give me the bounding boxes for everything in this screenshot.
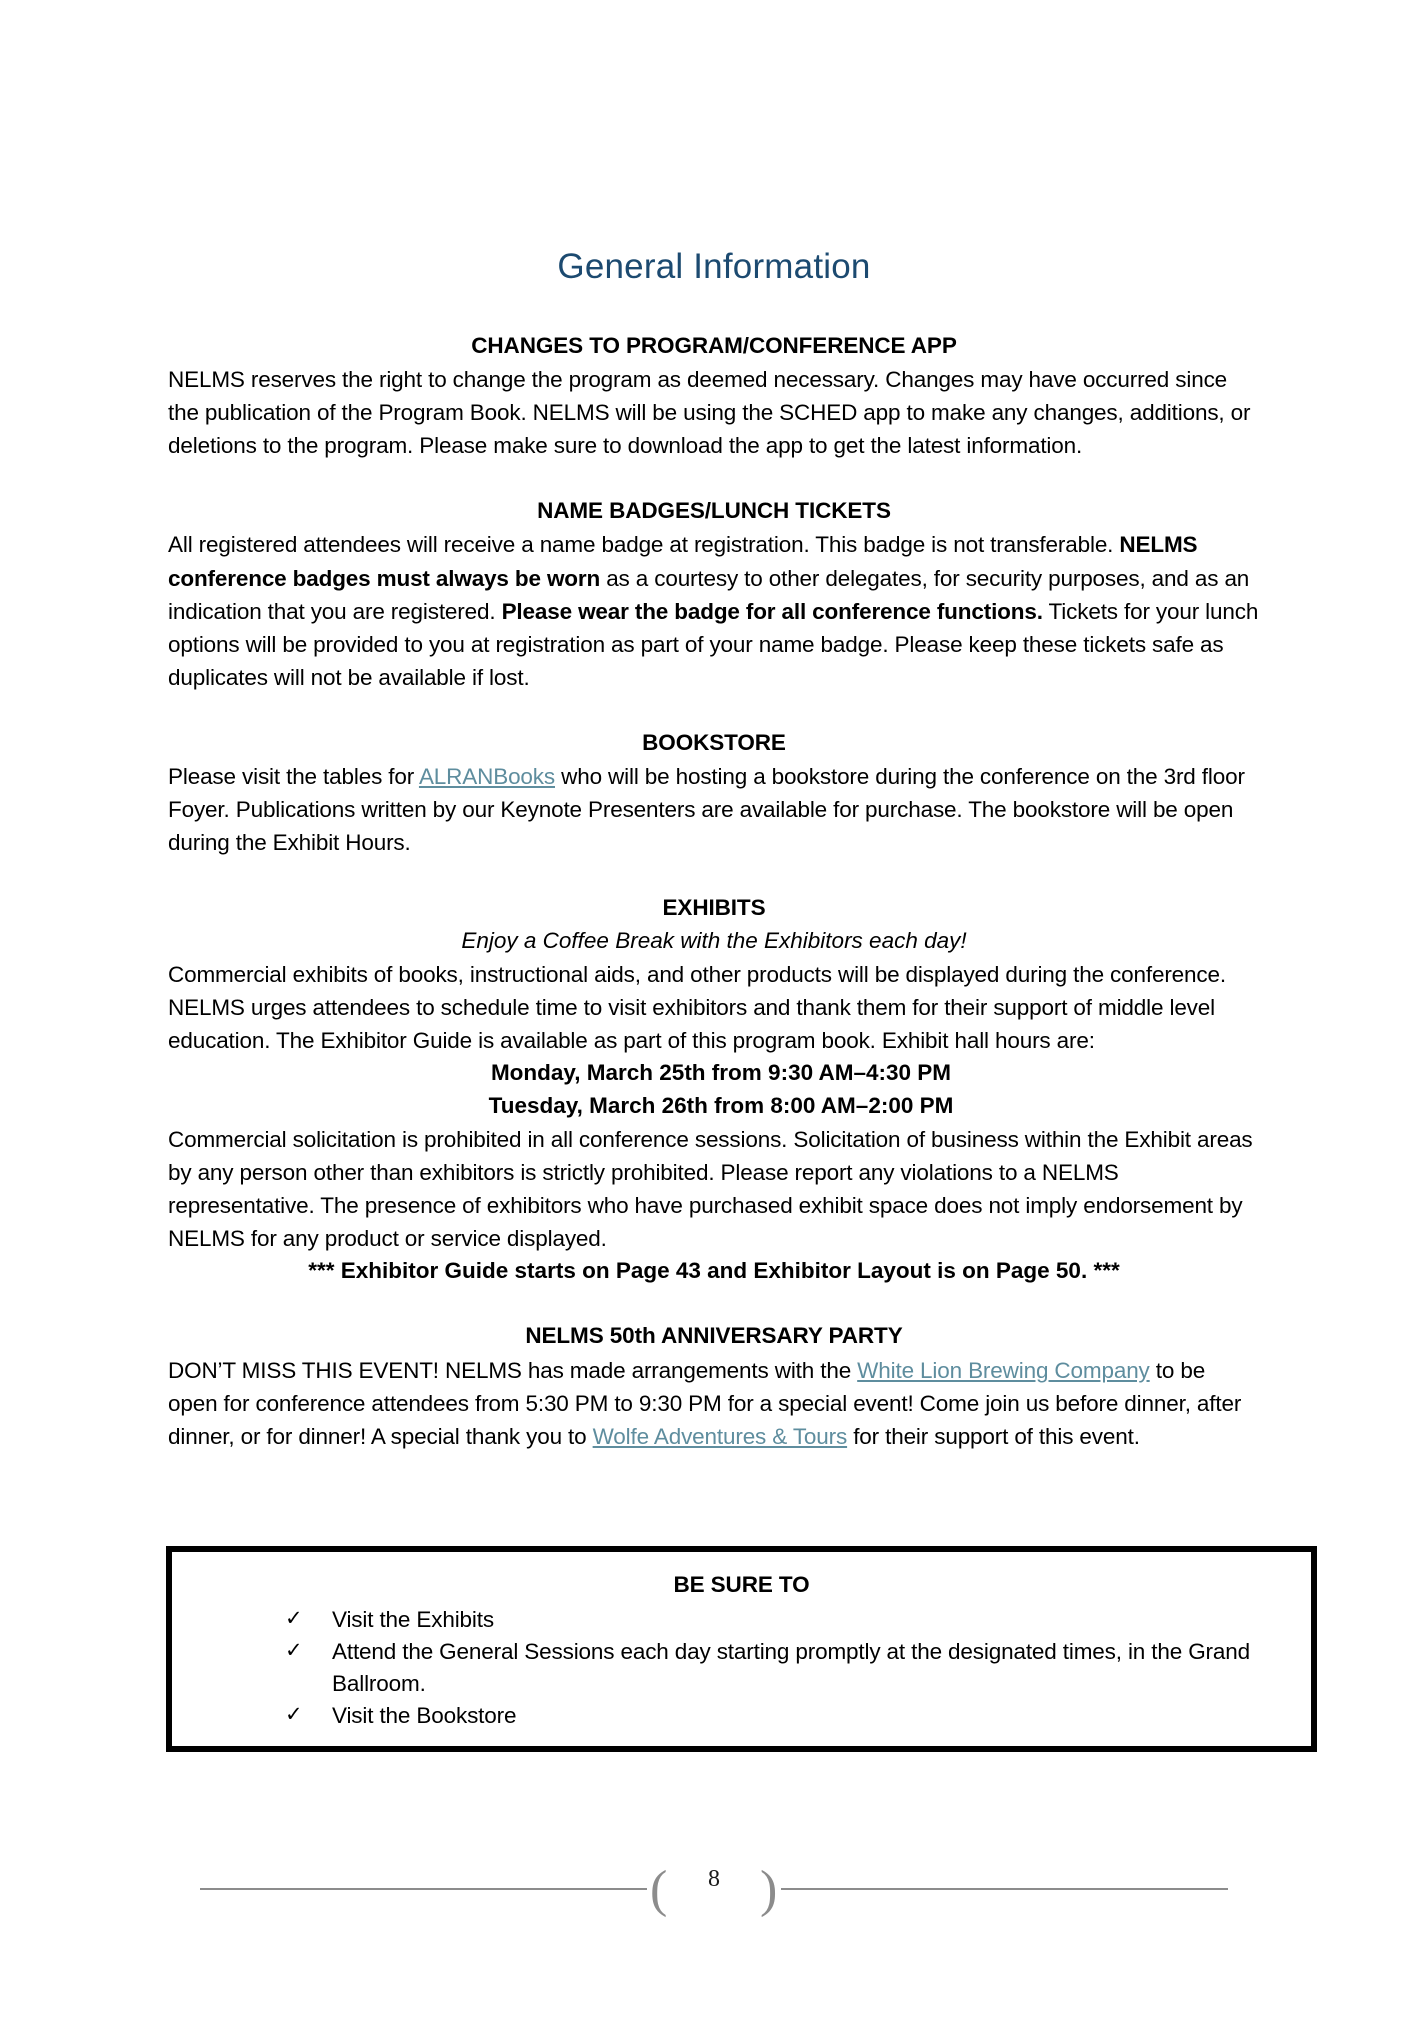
- section-body-changes: NELMS reserves the right to change the program as deemed necessary. Changes may have occurred since the publication of the Program Book. NELMS will be using the SCHED app to make any changes, additions, or deletions to the program. Please make sure to download the app to get the latest information.: [168, 366, 1251, 458]
- section-body-bookstore: [168, 760, 1260, 859]
- section-body-anniversary: [168, 1354, 1260, 1453]
- white-lion-brewing-link[interactable]: White Lion Brewing Company: [857, 1357, 1150, 1383]
- exhibits-paragraph-1: Commercial exhibits of books, instructional aids, and other products will be displayed during the conference. NELMS urges attendees to schedule time to visit exhibitors and thank them for their support of middle level education. The Exhibitor Guide is available as part of this program book. Exhibit hall hours are:: [168, 962, 1226, 1054]
- spacer: [168, 462, 1260, 496]
- section-name-badges: [168, 496, 1260, 694]
- be-sure-to-box: [166, 1546, 1317, 1752]
- anniversary-text-part2: to be open for conference attendees from 5:30 PM to 9:30 PM for a special event! Come join us before dinner, after dinner, or for dinner! A special thank you to: [168, 1357, 1242, 1449]
- bookstore-text-part2: who will be hosting a bookstore during the conference on the 3rd floor Foyer. Publications written by our Keynote Presenters are available for purchase. The bookstore will be open during the Exhibit Hours.: [168, 764, 1245, 856]
- footer-rule-left: [200, 1888, 647, 1890]
- spacer: [168, 1287, 1260, 1321]
- section-heading-exhibits: EXHIBITS: [662, 895, 766, 921]
- badges-bold1: NELMS conference badges must always be worn: [168, 532, 1198, 591]
- badges-text-part2: as a courtesy to other delegates, for security purposes, and as an indication that you are registered.: [168, 565, 1250, 624]
- section-bookstore: [168, 728, 1260, 860]
- list-item-label: Visit the Bookstore: [332, 1702, 517, 1728]
- spacer: [168, 694, 1260, 728]
- badges-text-part3: Tickets for your lunch options will be provided to you at registration as part of your name badge. Please keep these tickets safe as duplicates will not be available if lost.: [168, 598, 1259, 690]
- check-icon: ✓: [285, 1606, 303, 1630]
- alranbooks-link[interactable]: ALRANBooks: [418, 764, 555, 790]
- anniversary-text-part1: DON’T MISS THIS EVENT! NELMS has made arrangements with the: [168, 1357, 858, 1383]
- exhibit-hours-tuesday: Tuesday, March 26th from 8:00 AM–2:00 PM: [488, 1092, 954, 1118]
- exhibits-paragraph-2: Commercial solicitation is prohibited in all conference sessions. Solicitation of business within the Exhibit areas by any person other than exhibitors is strictly prohibited. Please report any violations to a NELMS representative. The presence of exhibitors who have purchased exhibit space does not imply endorsement by NELMS for any product or service displayed.: [168, 1126, 1253, 1251]
- exhibits-subheading: Enjoy a Coffee Break with the Exhibitors each day!: [461, 927, 967, 953]
- list-item-label: Visit the Exhibits: [332, 1607, 494, 1632]
- section-heading-changes: CHANGES TO PROGRAM/CONFERENCE APP: [471, 332, 957, 358]
- footer-rule-right: [781, 1888, 1228, 1890]
- section-heading-anniversary: NELMS 50th ANNIVERSARY PARTY: [525, 1323, 903, 1349]
- list-item: [172, 1604, 1311, 1636]
- list-item: [172, 1636, 1311, 1700]
- check-icon: ✓: [285, 1637, 303, 1662]
- badges-bold2: Please wear the badge for all conference functions.: [501, 598, 1043, 624]
- check-icon: ✓: [285, 1701, 303, 1726]
- exhibitor-guide-note: *** Exhibitor Guide starts on Page 43 and Exhibitor Layout is on Page 50. ***: [308, 1257, 1120, 1283]
- section-anniversary-party: [168, 1321, 1260, 1453]
- bookstore-text-part1: Please visit the tables for: [168, 764, 419, 790]
- page-title: General Information: [557, 247, 871, 286]
- anniversary-text-part3: for their support of this event.: [847, 1423, 1140, 1449]
- callout-title: BE SURE TO: [673, 1572, 810, 1597]
- badges-text-part1: All registered attendees will receive a name badge at registration. This badge is not transferable.: [168, 532, 1120, 558]
- page-number: 8: [708, 1866, 720, 1892]
- list-item-label: Attend the General Sessions each day starting promptly at the designated times, in the Grand Ballroom.: [332, 1638, 1250, 1696]
- page-footer: [0, 1852, 1428, 1922]
- footer-brace-left-icon: (: [650, 1861, 668, 1918]
- section-heading-bookstore: BOOKSTORE: [642, 729, 786, 755]
- exhibit-hours-monday: Monday, March 25th from 9:30 AM–4:30 PM: [490, 1060, 952, 1086]
- spacer: [168, 859, 1260, 893]
- section-heading-badges: NAME BADGES/LUNCH TICKETS: [537, 498, 891, 524]
- list-item: [172, 1700, 1311, 1732]
- callout-checklist: [172, 1604, 1311, 1732]
- section-exhibits: [168, 893, 1260, 1287]
- footer-brace-right-icon: ): [760, 1861, 778, 1918]
- section-changes-to-program: [168, 331, 1260, 463]
- section-body-badges: [168, 528, 1260, 693]
- wolfe-adventures-tours-link[interactable]: Wolfe Adventures & Tours: [592, 1423, 848, 1449]
- page-content: [168, 248, 1260, 1453]
